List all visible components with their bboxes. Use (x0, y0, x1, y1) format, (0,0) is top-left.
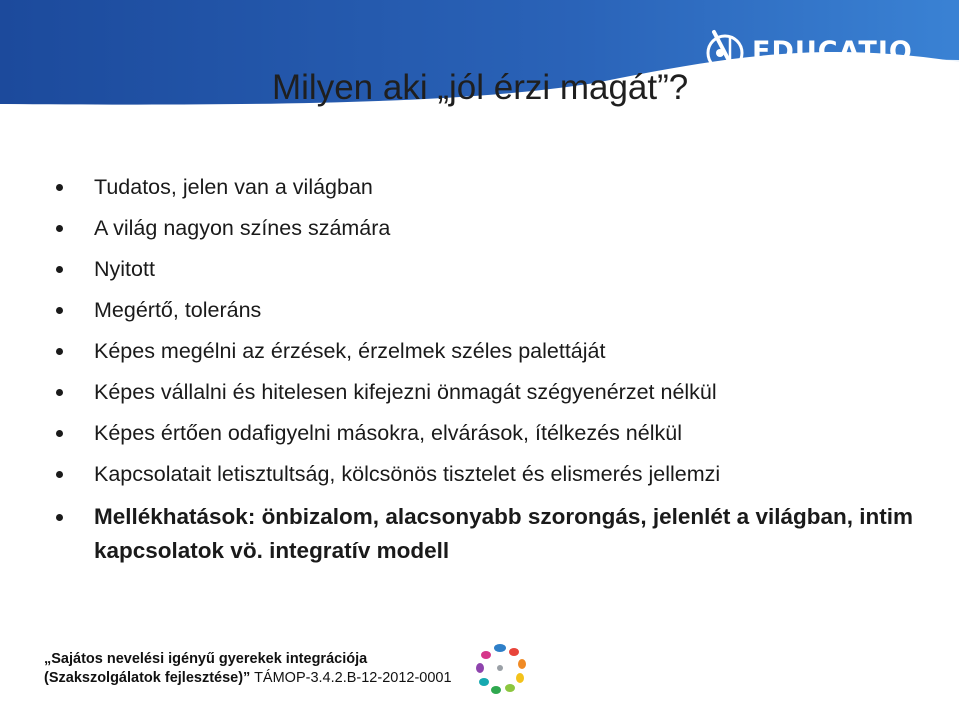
bullet-text: Tudatos, jelen van a világban (94, 175, 373, 199)
bullet-item (52, 336, 932, 366)
bullet-item (52, 295, 932, 325)
bullet-dot (56, 514, 63, 521)
bullet-dot (56, 184, 63, 191)
colorful-dots-logo-icon (470, 640, 532, 698)
bullet-text: Képes megélni az érzések, érzelmek széles palettáját (94, 339, 606, 363)
bullet-dot (56, 471, 63, 478)
footer-line-2-bold: (Szakszolgálatok fejlesztése)” (44, 670, 251, 686)
bullet-text: Képes vállalni és hitelesen kifejezni önmagát szégyenérzet nélkül (94, 380, 717, 404)
educatio-emblem-icon (700, 26, 750, 86)
bullet-item (52, 377, 932, 407)
footer-line-2 (44, 669, 452, 688)
bullet-text: A világ nagyon színes számára (94, 216, 391, 240)
bullet-item (52, 254, 932, 284)
bullet-item-bold (52, 500, 932, 568)
bullet-text: Megértő, toleráns (94, 298, 262, 322)
bullet-text: Mellékhatások: önbizalom, alacsonyabb szorongás, jelenlét a világban, intim kapcsolatok vö. integratív modell (94, 504, 913, 563)
bullet-item (52, 459, 932, 489)
bullet-item (52, 213, 932, 243)
bullet-item (52, 172, 932, 202)
bullet-list (52, 172, 932, 579)
footer-line-1: „Sajátos nevelési igényű gyerekek integrációja (44, 651, 368, 667)
bullet-text: Kapcsolatait letisztultság, kölcsönös tisztelet és elismerés jellemzi (94, 462, 721, 486)
bullet-dot (56, 348, 63, 355)
slide-title: Milyen aki „jól érzi magát”? (272, 68, 689, 107)
bullet-item (52, 418, 932, 448)
bullet-text: Nyitott (94, 257, 155, 281)
educatio-logo (700, 22, 940, 82)
footer-project-code: TÁMOP-3.4.2.B-12-2012-0001 (250, 670, 452, 686)
bullet-dot (56, 266, 63, 273)
bullet-text: Képes értően odafigyelni másokra, elvárások, ítélkezés nélkül (94, 421, 682, 445)
footer-project-text (44, 650, 452, 688)
bullet-dot (56, 389, 63, 396)
bullet-dot (56, 225, 63, 232)
bullet-dot (56, 430, 63, 437)
bullet-dot (56, 307, 63, 314)
brand-name: EDUCATIO (752, 36, 913, 67)
